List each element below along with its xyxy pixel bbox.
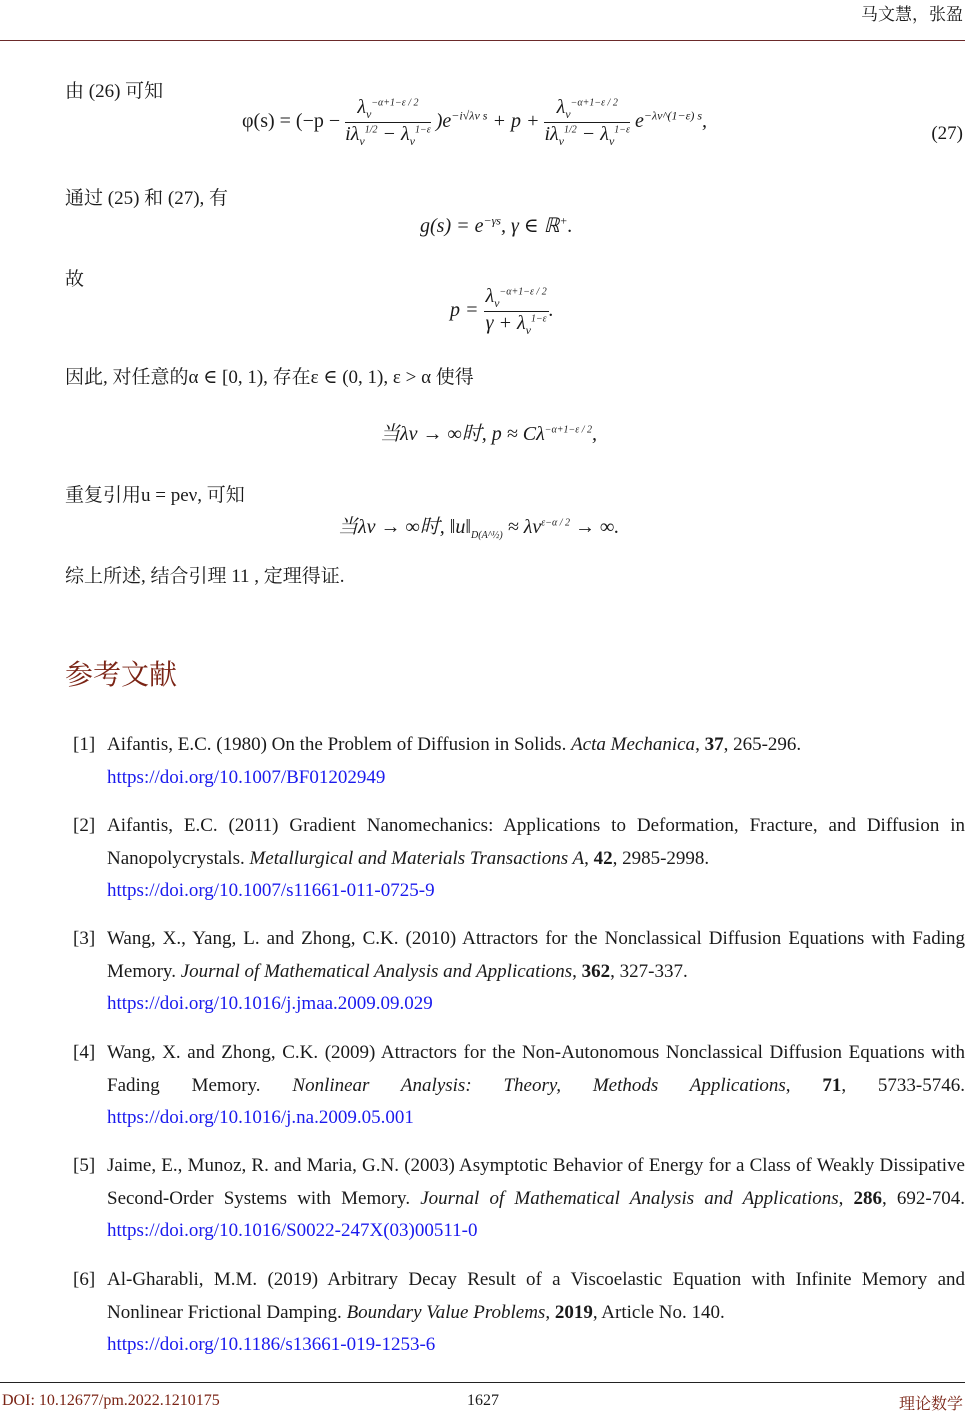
eq27-plus: + p + — [492, 110, 545, 133]
paragraph-4: 因此, 对任意的α ∈ [0, 1), 存在ε ∈ (0, 1), ε > α 使得 — [65, 367, 474, 388]
paragraph-5: 重复引用u = peν, 可知 — [65, 485, 245, 506]
reference-number: [1] — [73, 734, 96, 755]
eq27-den-rest-2: − λ — [576, 123, 609, 145]
eq27-fraction-2 — [544, 96, 630, 149]
reference-number: [5] — [73, 1155, 96, 1176]
eq-asym2-main: 当λν → ∞时, ‖u‖ — [338, 516, 472, 538]
eq-asym2-sup: ε−α / 2 — [541, 517, 570, 529]
eq27-fraction-1 — [345, 96, 431, 149]
equation-asymptotic-1 — [380, 417, 597, 446]
reference-item — [73, 1037, 965, 1135]
eq27-num-sup-2: −α+1−ε / 2 — [570, 97, 618, 109]
reference-journal: Boundary Value Problems — [346, 1301, 546, 1323]
eq27-den-rest-sup: 1−ε — [414, 124, 431, 136]
reference-doi-link[interactable]: https://doi.org/10.1016/S0022-247X(03)00511-0 — [107, 1220, 478, 1241]
reference-journal: Journal of Mathematical Analysis and Applications — [420, 1187, 839, 1209]
reference-doi-link[interactable]: https://doi.org/10.1016/j.jmaa.2009.09.029 — [107, 993, 433, 1014]
eq-g-rest: , γ ∈ ℝ — [500, 215, 560, 237]
reference-number: [4] — [73, 1042, 96, 1063]
eq-asym1-sup: −α+1−ε / 2 — [544, 424, 592, 436]
equation-number-27: (27) — [931, 123, 963, 144]
eq-g-end: . — [567, 215, 573, 237]
reference-number: [2] — [73, 815, 96, 836]
eq-asym1-main: 当λν → ∞时, p ≈ Cλ — [380, 423, 545, 445]
eq-p-lhs: p = — [450, 299, 479, 322]
eq27-den-rest: − λ — [377, 123, 410, 145]
eq-asym2-end: → ∞. — [569, 516, 620, 538]
eq27-num-2: λ — [556, 96, 566, 118]
reference-pages: , 327-337. — [610, 960, 688, 982]
eq27-den-rest-sub-2: ν — [608, 134, 615, 148]
eq-asym2-sub: D(A^½) — [471, 530, 503, 541]
eq-p-num: λ — [485, 285, 495, 307]
reference-doi-link[interactable]: https://doi.org/10.1016/j.na.2009.05.001 — [107, 1107, 414, 1128]
eq-p-fraction — [484, 285, 549, 338]
reference-number: [3] — [73, 928, 96, 949]
header-divider — [0, 40, 965, 41]
eq27-num-sub-2: ν — [565, 107, 571, 121]
reference-text: Jaime, E., Munoz, R. and Maria, G.N. (2003) Asymptotic Behavior of Energy for a Class of Weakly Dissipative Second-Order Systems with Memory. — [107, 1155, 965, 1209]
reference-item — [73, 1264, 965, 1362]
reference-volume: 37 — [704, 734, 724, 755]
footer-journal: 理论数学 — [898, 1394, 963, 1413]
eq27-num-sup: −α+1−ε / 2 — [371, 97, 419, 109]
reference-text: Al-Gharabli, M.M. (2019) Arbitrary Decay Result of a Viscoelastic Equation with Infinite Memory and Nonlinear Frictional Damping. — [107, 1269, 965, 1323]
eq-asym1-end: , — [592, 423, 597, 445]
reference-doi-link[interactable]: https://doi.org/10.1007/BF01202949 — [107, 766, 386, 788]
eq-p-end: . — [548, 299, 554, 322]
eq-p-den-sub: ν — [525, 323, 531, 337]
eq-p-den: γ + λ — [485, 312, 526, 334]
reference-doi-link[interactable]: https://doi.org/10.1007/s11661-011-0725-9 — [107, 880, 435, 901]
equation-g — [420, 213, 573, 238]
reference-text: Wang, X. and Zhong, C.K. (2009) Attractors for the Non-Autonomous Nonclassical Diffusion Equations with Fading Memory. — [107, 1042, 965, 1096]
reference-body: Al-Gharabli, M.M. (2019) Arbitrary Decay Result of a Viscoelastic Equation with Infinite Memory and Nonlinear Frictional Damping. Boundary Value Problems, 2019, Article No. 140. https://doi.org/10.1186/s13661-019-1253-6 — [107, 1269, 965, 1355]
reference-item — [73, 729, 965, 794]
eq27-den-2: iλ — [544, 123, 559, 145]
reference-doi-link[interactable]: https://doi.org/10.1186/s13661-019-1253-6 — [107, 1334, 436, 1355]
eq27-den-sub-2: ν — [558, 134, 564, 148]
reference-journal: Metallurgical and Materials Transactions A — [249, 847, 585, 869]
reference-volume: 362 — [581, 960, 611, 982]
reference-volume: 71 — [822, 1074, 842, 1096]
eq-p-den-sup: 1−ε — [530, 313, 547, 325]
reference-journal: Journal of Mathematical Analysis and Applications — [180, 960, 573, 982]
equation-27 — [242, 96, 707, 149]
equation-p — [450, 285, 554, 338]
eq27-end: , — [702, 110, 708, 133]
reference-number: [6] — [73, 1269, 96, 1290]
eq27-mid-sup: −i√λν s — [451, 108, 488, 123]
reference-text: Aifantis, E.C. (1980) On the Problem of Diffusion in Solids. — [107, 734, 572, 755]
eq27-den-sup-2: 1/2 — [564, 124, 577, 136]
eq27-num-sub: ν — [365, 107, 372, 121]
page-number: 1627 — [467, 1392, 499, 1409]
reference-journal: Nonlinear Analysis: Theory, Methods Applications — [292, 1074, 786, 1096]
reference-pages: , 2985-2998. — [612, 847, 710, 869]
reference-volume: 42 — [593, 847, 613, 869]
eq27-den-rest-sup-2: 1−ε — [614, 124, 630, 136]
reference-journal: Acta Mechanica — [571, 734, 696, 755]
paragraph-1: 由 (26) 可知 — [65, 81, 164, 102]
equation-asymptotic-2 — [338, 510, 619, 541]
eq27-den-rest-sub: ν — [409, 134, 415, 148]
reference-body: Jaime, E., Munoz, R. and Maria, G.N. (2003) Asymptotic Behavior of Energy for a Class of Weakly Dissipative Second-Order Systems with Memory. Journal of Mathematical Analysis and Applications, 286, 692-704. https://doi.org/10.1016/S0022-247X(03)00511-0 — [107, 1155, 965, 1241]
reference-pages: , 265-296. — [723, 734, 802, 755]
reference-item — [73, 810, 965, 908]
reference-volume: 286 — [853, 1187, 883, 1209]
eq-g-main: g(s) = e — [420, 215, 484, 237]
reference-body: Wang, X. and Zhong, C.K. (2009) Attractors for the Non-Autonomous Nonclassical Diffusion Equations with Fading Memory. Nonlinear Analysis: Theory, Methods Applications, 71, 5733-5746. https://doi.org/10.1016/j.na.2009.05.001 — [107, 1042, 965, 1128]
reference-pages: , Article No. 140. — [592, 1301, 725, 1323]
eq27-den-sup: 1/2 — [364, 124, 378, 136]
reference-text: Wang, X., Yang, L. and Zhong, C.K. (2010) Attractors for the Nonclassical Diffusion Equations with Fading Memory. — [107, 928, 965, 982]
eq27-mid: )e — [435, 110, 452, 133]
eq27-den-sub: ν — [359, 134, 365, 148]
eq27-den: iλ — [345, 123, 360, 145]
references-title: 参考文献 — [65, 658, 178, 691]
reference-pages: , 692-704. — [882, 1187, 965, 1209]
reference-item — [73, 1150, 965, 1248]
header-authors: 马文慧，张盈 — [861, 5, 963, 25]
reference-pages: , 5733-5746. — [841, 1074, 965, 1096]
eq-g-sup: −γs — [483, 213, 501, 228]
eq-p-num-sup: −α+1−ε / 2 — [499, 286, 547, 298]
paragraph-3: 故 — [65, 269, 85, 290]
footer-doi: DOI: 10.12677/pm.2022.1210175 — [2, 1392, 220, 1409]
paragraph-2: 通过 (25) 和 (27), 有 — [65, 188, 229, 209]
eq-g-rest-sup: + — [559, 213, 568, 228]
footer-divider — [0, 1382, 965, 1383]
reference-body: Aifantis, E.C. (2011) Gradient Nanomechanics: Applications to Deformation, Fracture, and Diffusion in Nanopolycrystals. Metallurgical and Materials Transactions A, 42, 2985-2998. https://doi.org/10.1007/s11661-011-0725-9 — [107, 815, 965, 901]
reference-volume: 2019 — [554, 1301, 593, 1323]
eq27-lhs: φ(s) = (−p − — [242, 110, 341, 133]
reference-item — [73, 923, 965, 1021]
eq27-num: λ — [357, 96, 366, 118]
reference-text: Aifantis, E.C. (2011) Gradient Nanomechanics: Applications to Deformation, Fracture, and Diffusion in Nanopolycrystals. — [107, 815, 965, 869]
eq-asym2-mid: ≈ λν — [502, 516, 542, 538]
eq-p-num-sub: ν — [494, 296, 500, 310]
eq27-tail-sup: −λν^(1−ε) s — [643, 108, 703, 123]
reference-body: Aifantis, E.C. (1980) On the Problem of Diffusion in Solids. Acta Mechanica, 37, 265-296. https://doi.org/10.1007/BF01202949 — [107, 734, 802, 788]
paragraph-6: 综上所述, 结合引理 11 , 定理得证. — [65, 566, 345, 587]
reference-body: Wang, X., Yang, L. and Zhong, C.K. (2010) Attractors for the Nonclassical Diffusion Equations with Fading Memory. Journal of Mathematical Analysis and Applications, 362, 327-337. https://doi.org/10.1016/j.jmaa.2009.09.029 — [107, 928, 965, 1014]
eq27-tail: e — [634, 110, 644, 133]
